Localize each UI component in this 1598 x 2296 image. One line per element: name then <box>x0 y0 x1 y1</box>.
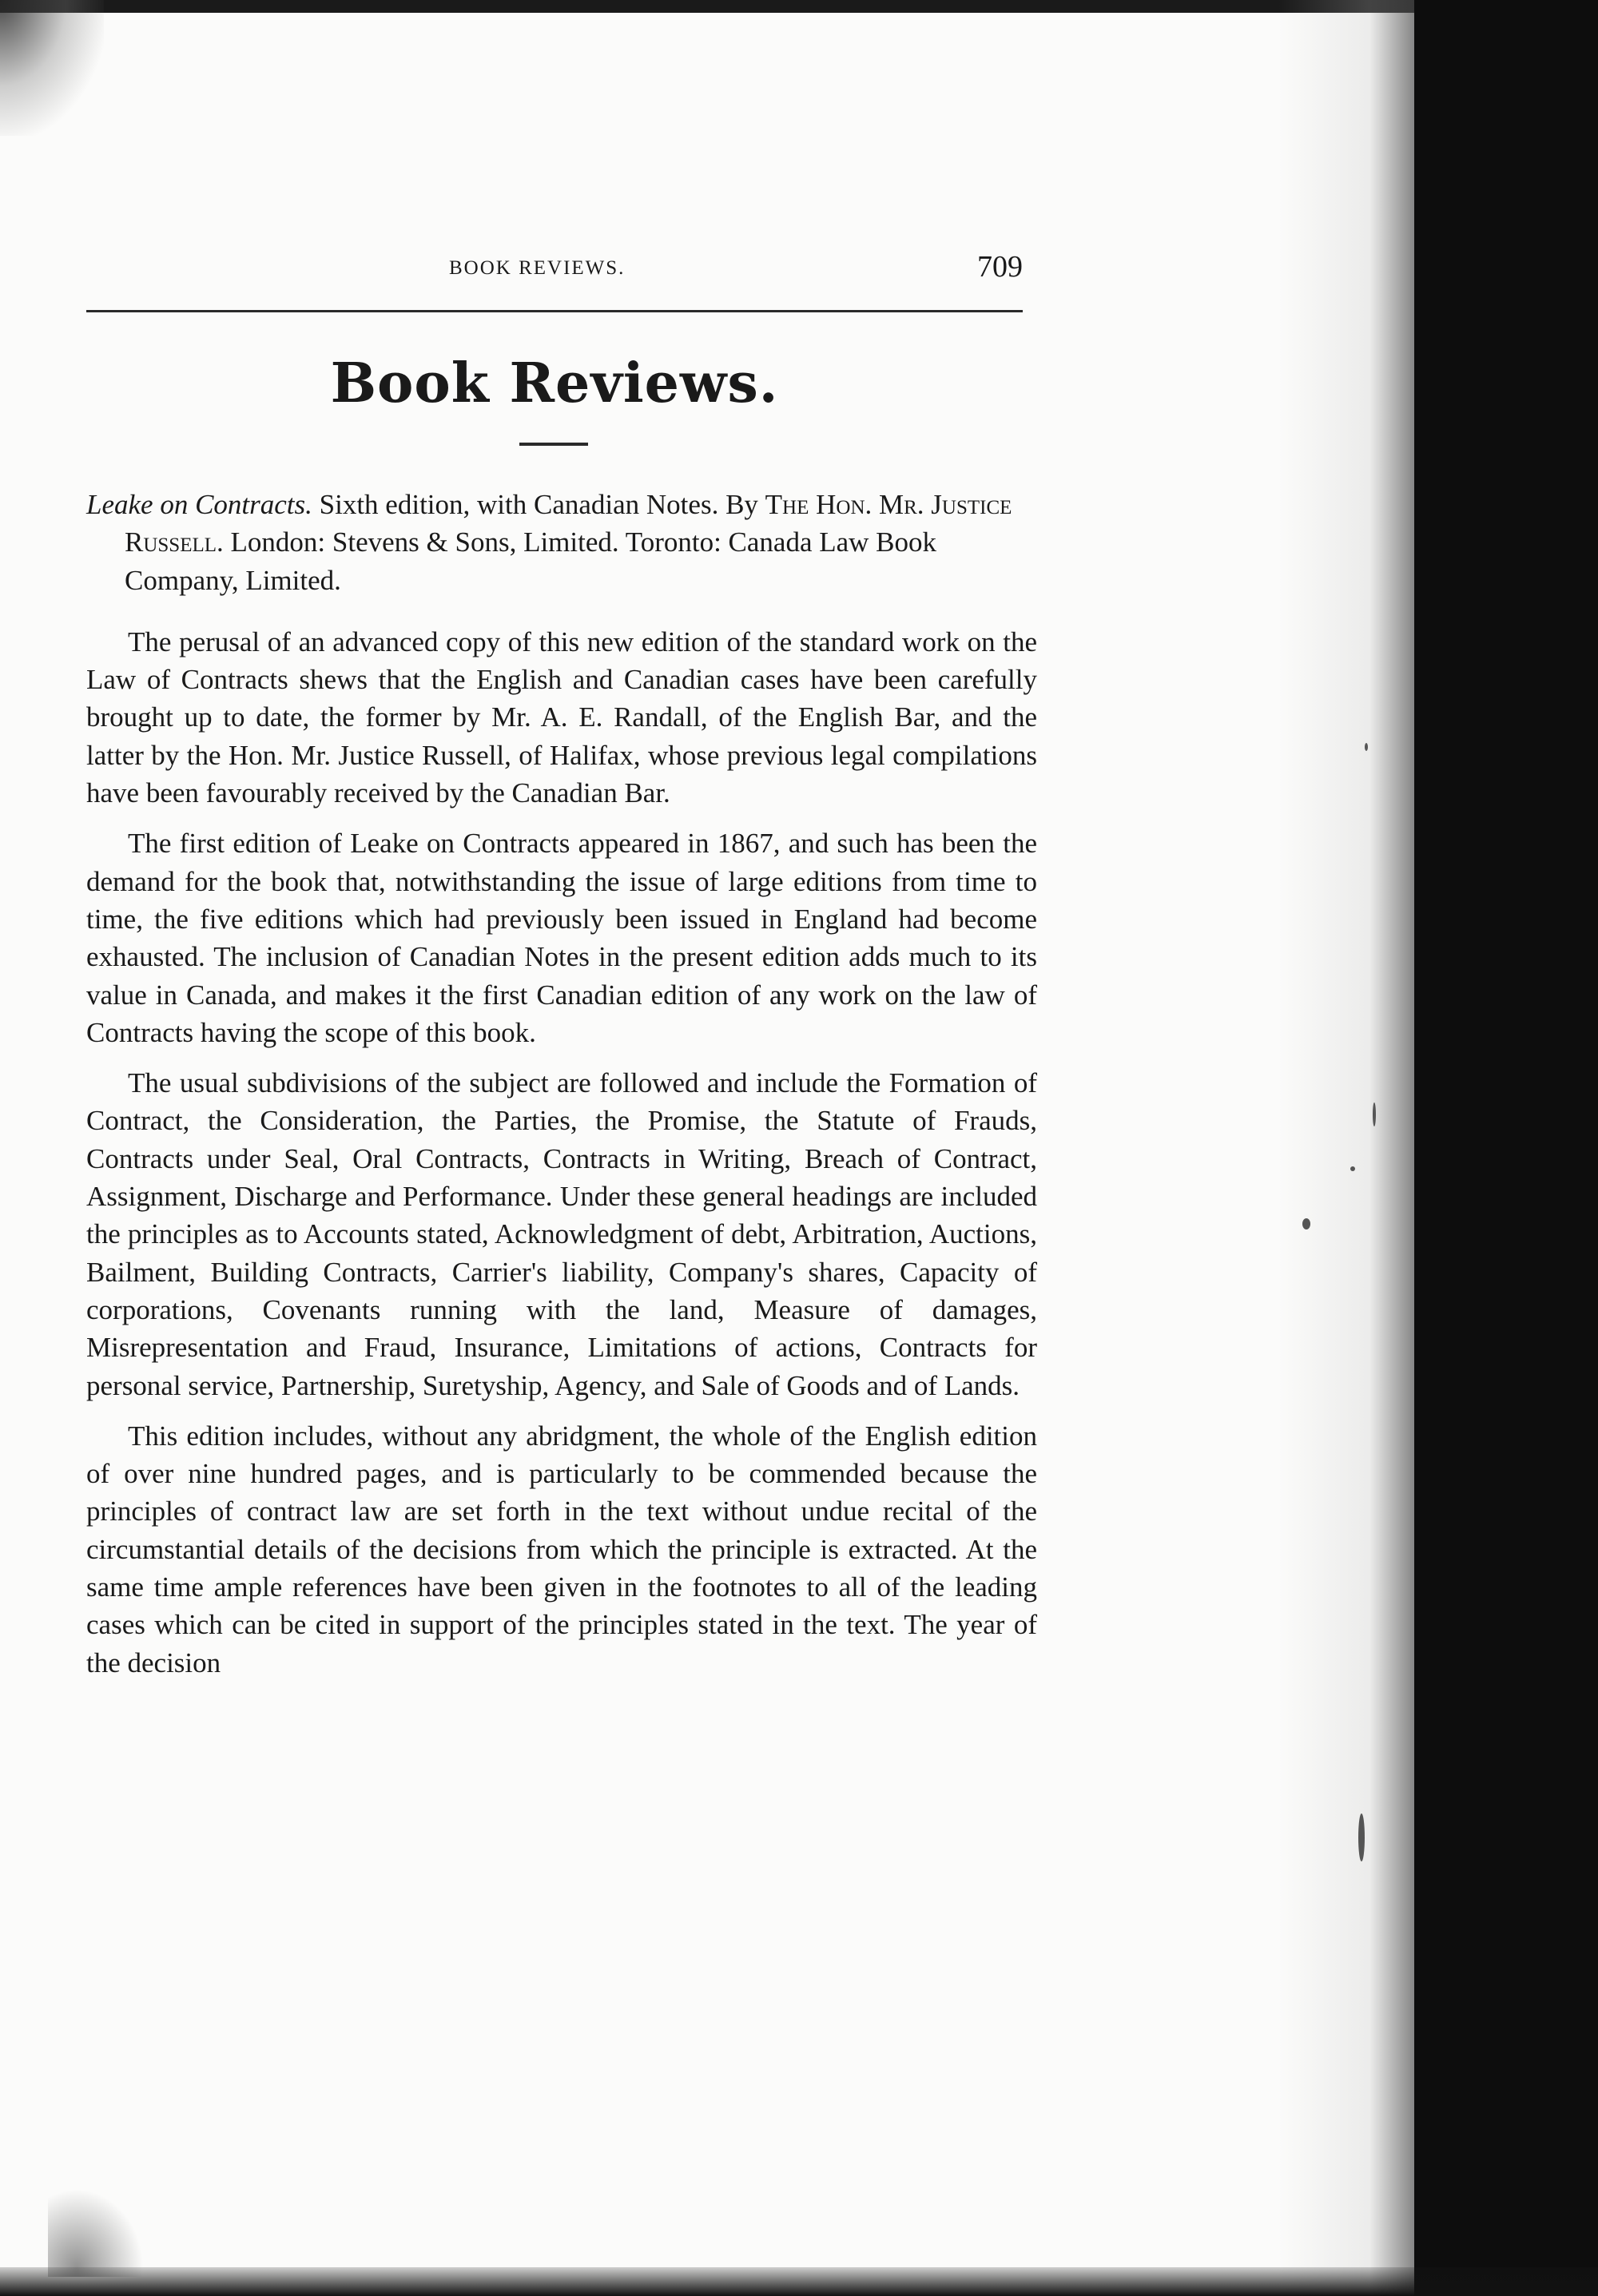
book-publishers: London: Stevens & Sons, Limited. Toronto: Canada Law Book Company, Limited. <box>125 526 937 596</box>
scan-edge-bottom <box>0 2267 1598 2296</box>
book-author: The Hon. Mr. Justice Russell. <box>125 489 1012 558</box>
header-rule <box>86 310 1023 312</box>
scan-shadow-bottom-left <box>48 2189 144 2277</box>
paragraph-1: The perusal of an advanced copy of this new edition of the standard work on the Law of Contracts shews that the English and Canadian cases have been carefully brought up to date, the former by Mr. A. E. Randall, of the English Bar, and the latter by the Hon. Mr. Justice Russell, of Halifax, whose previous legal compilations have been favourably received by the Canadian Bar. <box>86 626 1037 809</box>
scan-speck <box>1302 1218 1310 1229</box>
scan-edge-right <box>1414 0 1598 2296</box>
section-title: Book Reviews. <box>330 352 779 415</box>
book-title: Leake on Contracts. <box>86 489 312 520</box>
paragraph-3: The usual subdivisions of the subject are followed and include the Formation of Contract, the Consideration, the Parties, the Promise, the Statute of Frauds, Contracts under Seal, Oral Contracts, Contracts in Writing, Breach of Contract, Assignment, Discharge and Performance. Under these general headings are included the principles as to Accounts stated, Acknowledgment of debt, Arbitration, Auctions, Bailment, Building Contracts, Carrier's liability, Company's shares, Capacity of corporations, Covenants running with the land, Measure of damages, Misrepresentation and Fraud, Insurance, Limitations of actions, Contracts for personal service, Partnership, Suretyship, Agency, and Sale of Goods and of Lands. <box>86 1067 1037 1401</box>
review-body <box>86 486 1037 1682</box>
scan-shadow-top-left <box>0 0 104 136</box>
scan-speck <box>1373 1102 1376 1126</box>
scan-speck <box>1365 743 1368 751</box>
page-number: 709 <box>977 250 1023 284</box>
book-edition: Sixth edition, with Canadian Notes. By <box>312 489 765 520</box>
title-rule <box>519 443 588 446</box>
running-head <box>86 249 1023 297</box>
paragraph-4: This edition includes, without any abridgment, the whole of the English edition of over nine hundred pages, and is particularly to be commended because the principles of contract law are set forth in the text without undue recital of the circumstantial details of the decisions from which the principle is extracted. At the same time ample references have been given in the footnotes to all of the leading cases which can be cited in support of the principles stated in the text. The year of the decision <box>86 1420 1037 1678</box>
scan-shadow-right <box>1278 0 1430 2296</box>
running-title: BOOK REVIEWS. <box>449 257 626 279</box>
scan-speck <box>1358 1813 1365 1861</box>
book-citation <box>86 486 1037 599</box>
paragraph-2: The first edition of Leake on Contracts appeared in 1867, and such has been the demand for the book that, notwithstanding the issue of large editions from time to time, the five editions which had previously been issued in England had become exhausted. The inclusion of Canadian Notes in the present edition adds much to its value in Canada, and makes it the first Canadian edition of any work on the law of Contracts having the scope of this book. <box>86 828 1037 1048</box>
scan-speck <box>1350 1166 1355 1171</box>
